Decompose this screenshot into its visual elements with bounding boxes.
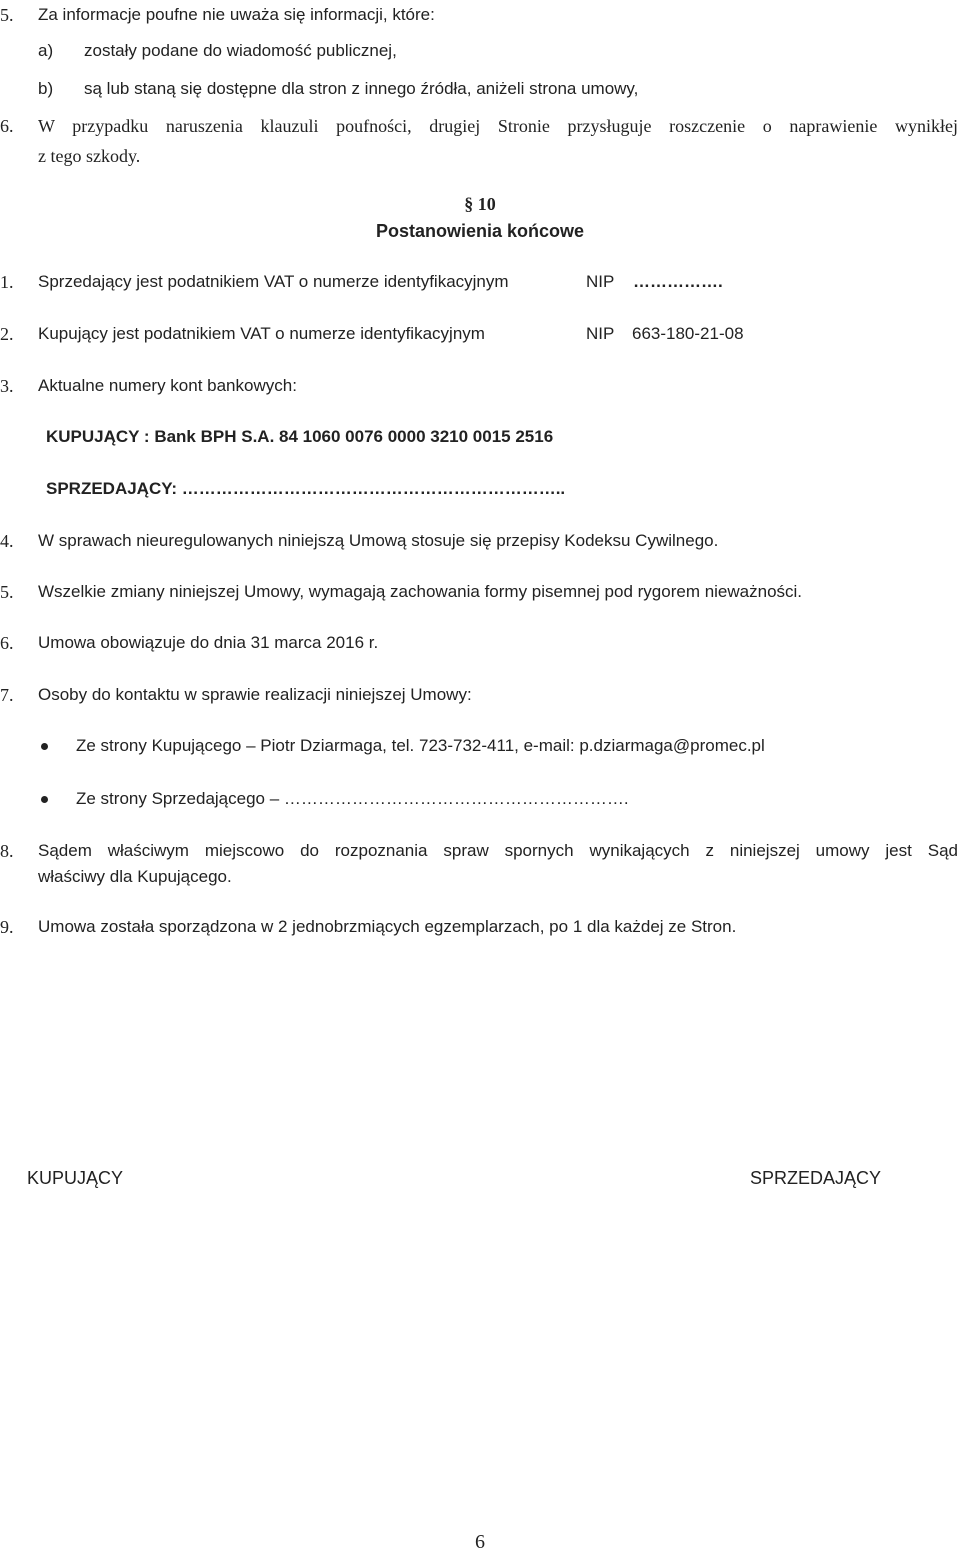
item-number: 6.: [0, 633, 14, 653]
item-number: 7.: [0, 685, 14, 705]
bullet-icon: [41, 743, 48, 750]
section-symbol: § 10: [464, 194, 496, 214]
clause-text: Kupujący jest podatnikiem VAT o numerze identyfikacyjnym: [38, 324, 485, 343]
page-number: 6: [475, 1531, 485, 1553]
clause-text: Umowa została sporządzona w 2 jednobrzmiących egzemplarzach, po 1 dla każdej ze Stron.: [38, 917, 737, 936]
item-number: 8.: [0, 841, 14, 861]
clause-text: są lub staną się dostępne dla stron z innego źródła, aniżeli strona umowy,: [84, 79, 639, 98]
clause-text: Umowa obowiązuje do dnia 31 marca 2016 r.: [38, 633, 379, 652]
clause-text: W sprawach nieuregulowanych niniejszą Umową stosuje się przepisy Kodeksu Cywilnego.: [38, 531, 719, 550]
contact-buyer: Ze strony Kupującego – Piotr Dziarmaga, tel. 723-732-411, e-mail: p.dziarmaga@promec.pl: [76, 736, 765, 755]
list-letter: a): [38, 41, 54, 60]
list-letter: b): [38, 79, 54, 98]
clause-text: Osoby do kontaktu w sprawie realizacji niniejszej Umowy:: [38, 685, 472, 704]
bank-account-seller: SPRZEDAJĄCY: …………………………………………………………..: [46, 479, 566, 498]
section-title: Postanowienia końcowe: [375, 221, 585, 241]
clause-text: Wszelkie zmiany niniejszej Umowy, wymagają zachowania formy pisemnej pod rygorem nieważności.: [38, 582, 803, 601]
clause-text: z tego szkody.: [38, 146, 141, 166]
item-number: 5.: [0, 582, 14, 602]
item-number: 9.: [0, 917, 14, 937]
bank-account-buyer: KUPUJĄCY : Bank BPH S.A. 84 1060 0076 0000 3210 0015 2516: [46, 427, 554, 446]
clause-text: Aktualne numery kont bankowych:: [38, 376, 297, 395]
clause-text: W przypadku naruszenia klauzuli poufności, drugiej Stronie przysługuje roszczenie o naprawienie wynikłej: [38, 116, 958, 136]
item-number: 4.: [0, 531, 14, 551]
clause-text: zostały podane do wiadomość publicznej,: [84, 41, 397, 60]
item-number: 6.: [0, 116, 14, 136]
nip-value: 663-180-21-08: [632, 324, 744, 343]
item-number: 3.: [0, 376, 14, 396]
clause-text: Sądem właściwym miejscowo do rozpoznania spraw spornych wynikających z niniejszej umowy jest Sąd: [38, 841, 958, 860]
clause-text: właściwy dla Kupującego.: [38, 867, 232, 886]
item-number: 5.: [0, 5, 14, 25]
bullet-icon: [41, 796, 48, 803]
item-number: 2.: [0, 324, 14, 344]
item-number: 1.: [0, 272, 14, 292]
contact-seller: Ze strony Sprzedającego – …………………………………………………….: [76, 789, 629, 808]
signature-buyer: KUPUJĄCY: [27, 1168, 124, 1188]
clause-text: Sprzedający jest podatnikiem VAT o numerze identyfikacyjnym: [38, 272, 509, 291]
clause-text: Za informacje poufne nie uważa się informacji, które:: [38, 5, 435, 24]
signature-seller: SPRZEDAJĄCY: [750, 1168, 882, 1188]
nip-label: NIP: [586, 324, 615, 343]
nip-value: …………….: [633, 272, 723, 291]
nip-label: NIP: [586, 272, 615, 291]
